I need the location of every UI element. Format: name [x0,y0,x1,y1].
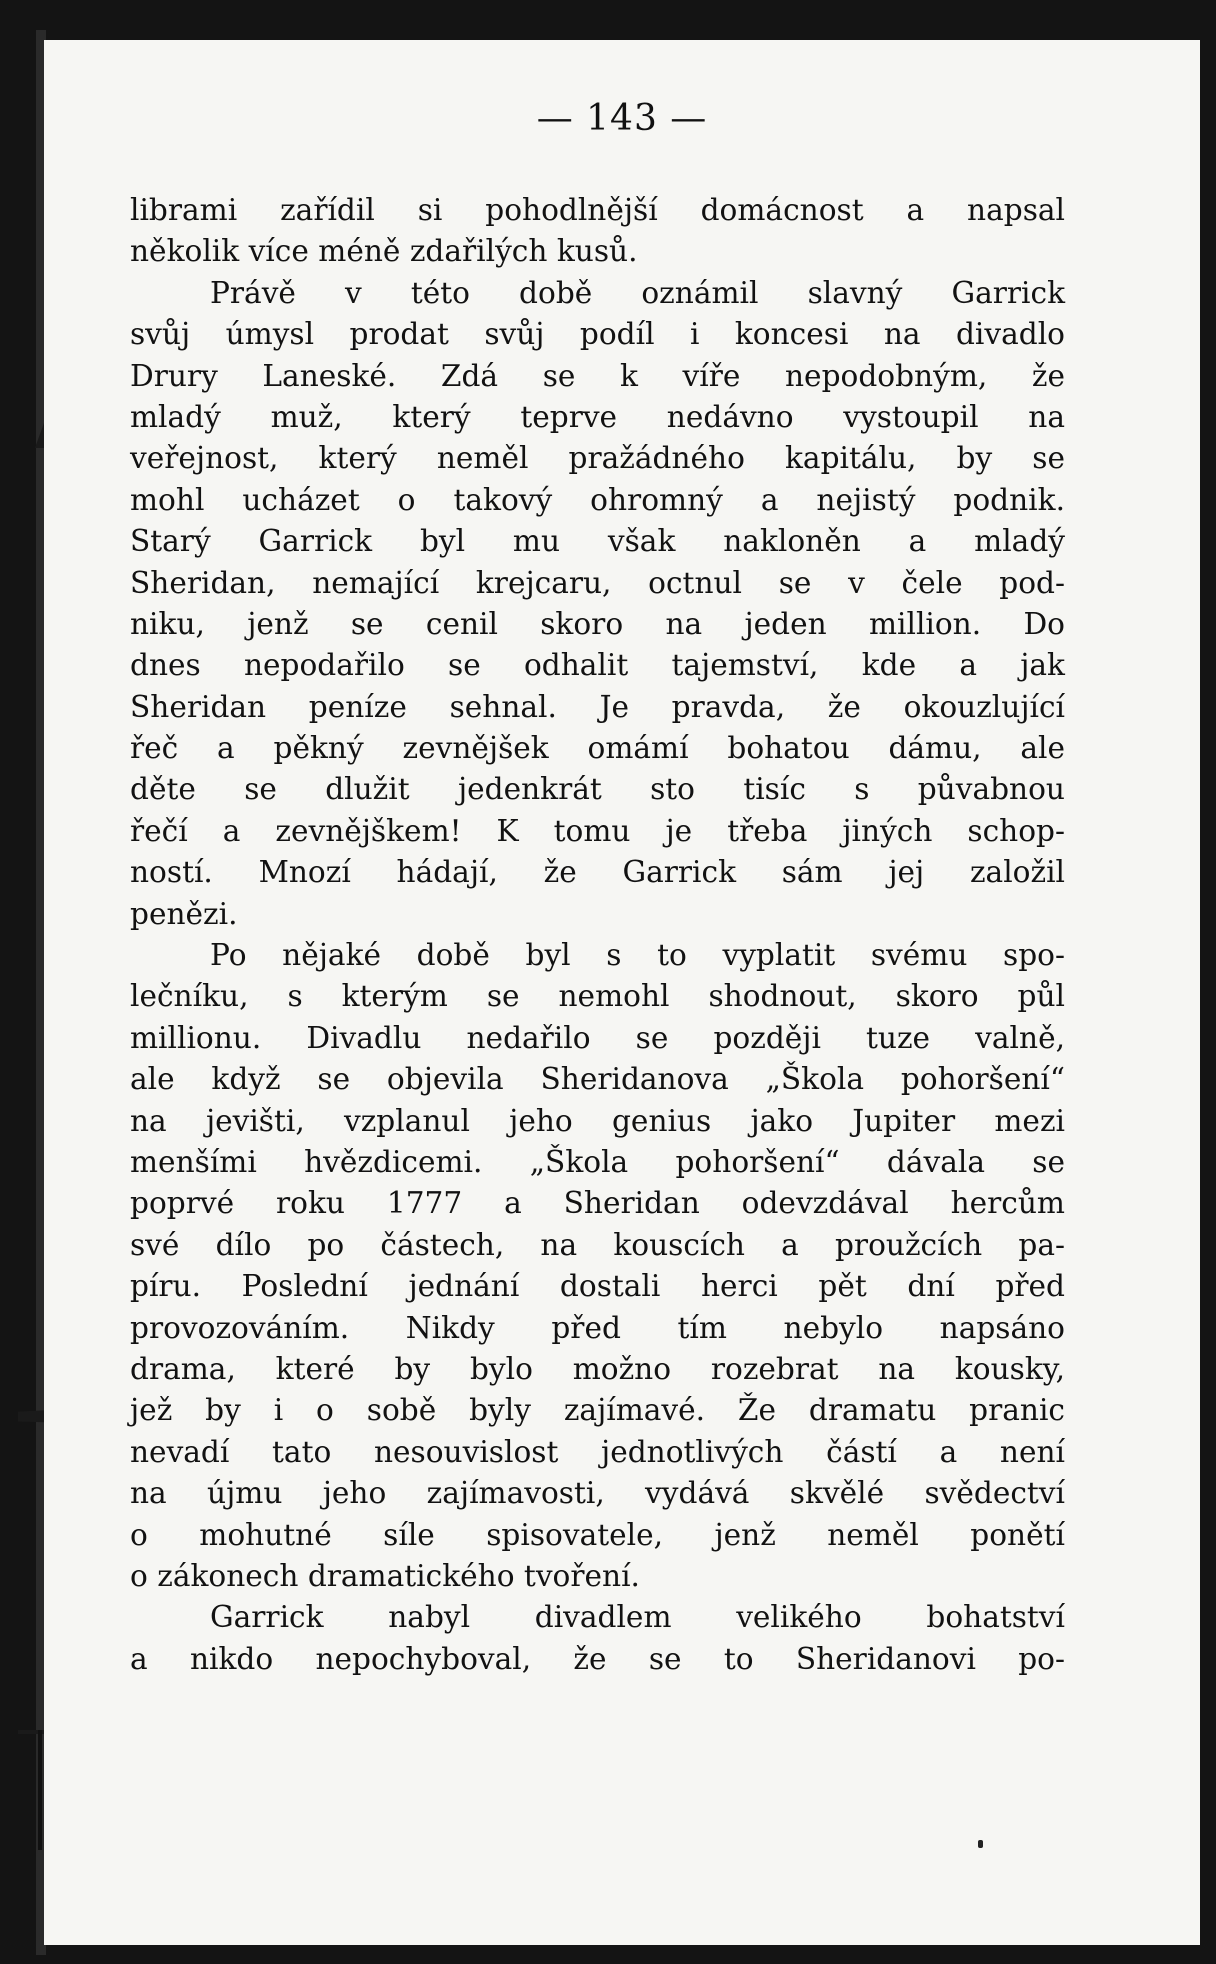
text-line: Garrick nabyl divadlem velikého bohatství [210,1600,1065,1635]
text-line: o mohutné síle spisovatele, jenž neměl ponětí [130,1517,1065,1552]
text-line: ností. Mnozí hádají, že Garrick sám jej založil [130,855,1065,890]
text-line: řeč a pěkný zevnějšek omámí bohatou dámu, ale [130,731,1065,766]
text-line: lečníku, s kterým se nemohl shodnout, skoro půl [130,979,1065,1014]
text-line: mladý muž, který teprve nedávno vystoupil na [130,399,1065,434]
text-line: děte se dlužit jedenkrát sto tisíc s půvabnou [130,772,1065,807]
text-line: drama, které by bylo možno rozebrat na kousky, [130,1351,1065,1386]
ink-speck [978,1840,983,1848]
text-line: librami zařídil si pohodlnější domácnost a napsal [130,193,1065,227]
text-line: penězi. [130,896,238,931]
text-line: dnes nepodařilo se odhalit tajemství, kde a jak [130,648,1065,683]
page-number-header: — 143 — [536,98,708,139]
text-line: o zákonech dramatického tvoření. [130,1558,640,1593]
text-line: a nikdo nepochyboval, že se to Sheridanovi po- [130,1641,1065,1676]
text-line: Sheridan, nemající krejcaru, octnul se v čele pod- [130,565,1065,600]
text-line: píru. Poslední jednání dostali herci pět dní před [130,1269,1065,1304]
text-line: poprvé roku 1777 a Sheridan odevzdával hercům [130,1186,1065,1221]
text-line: veřejnost, který neměl pražádného kapitálu, by se [130,441,1065,476]
text-line: mohl ucházet o takový ohromný a nejistý podnik. [130,482,1065,517]
binding-mark [38,1730,42,1850]
text-line: niku, jenž se cenil skoro na jeden million. Do [130,606,1065,641]
text-line: Sheridan peníze sehnal. Je pravda, že okouzlující [130,689,1065,724]
text-line: několik více méně zdařilých kusů. [130,234,638,269]
text-line: ale když se objevila Sheridanova „Škola pohoršení“ [130,1062,1065,1097]
body-text [130,190,1065,1680]
book-page [44,40,1200,1945]
text-line: na jevišti, vzplanul jeho genius jako Jupiter mezi [130,1103,1065,1138]
text-line: Starý Garrick byl mu však nakloněn a mladý [130,524,1065,559]
text-line: Právě v této době oznámil slavný Garrick [210,275,1065,310]
text-line: na újmu jeho zajímavosti, vydává skvělé svědectví [130,1476,1065,1511]
text-line: řečí a zevnějškem! K tomu je třeba jiných schop- [130,813,1065,848]
text-line: provozováním. Nikdy před tím nebylo napsáno [130,1310,1065,1345]
text-line: menšími hvězdicemi. „Škola pohoršení“ dávala se [130,1144,1065,1179]
text-line: Po nějaké době byl s to vyplatit svému spo- [210,938,1065,973]
text-line: své dílo po částech, na kouscích a proužcích pa- [130,1227,1065,1262]
text-line: jež by i o sobě byly zajímavé. Že dramatu pranic [130,1393,1065,1428]
text-line: nevadí tato nesouvislost jednotlivých částí a není [130,1434,1065,1469]
text-line: Drury Laneské. Zdá se k víře nepodobným, že [130,358,1065,393]
text-line: millionu. Divadlu nedařilo se později tuze valně, [130,1020,1065,1055]
text-line: svůj úmysl prodat svůj podíl i koncesi na divadlo [130,317,1065,352]
